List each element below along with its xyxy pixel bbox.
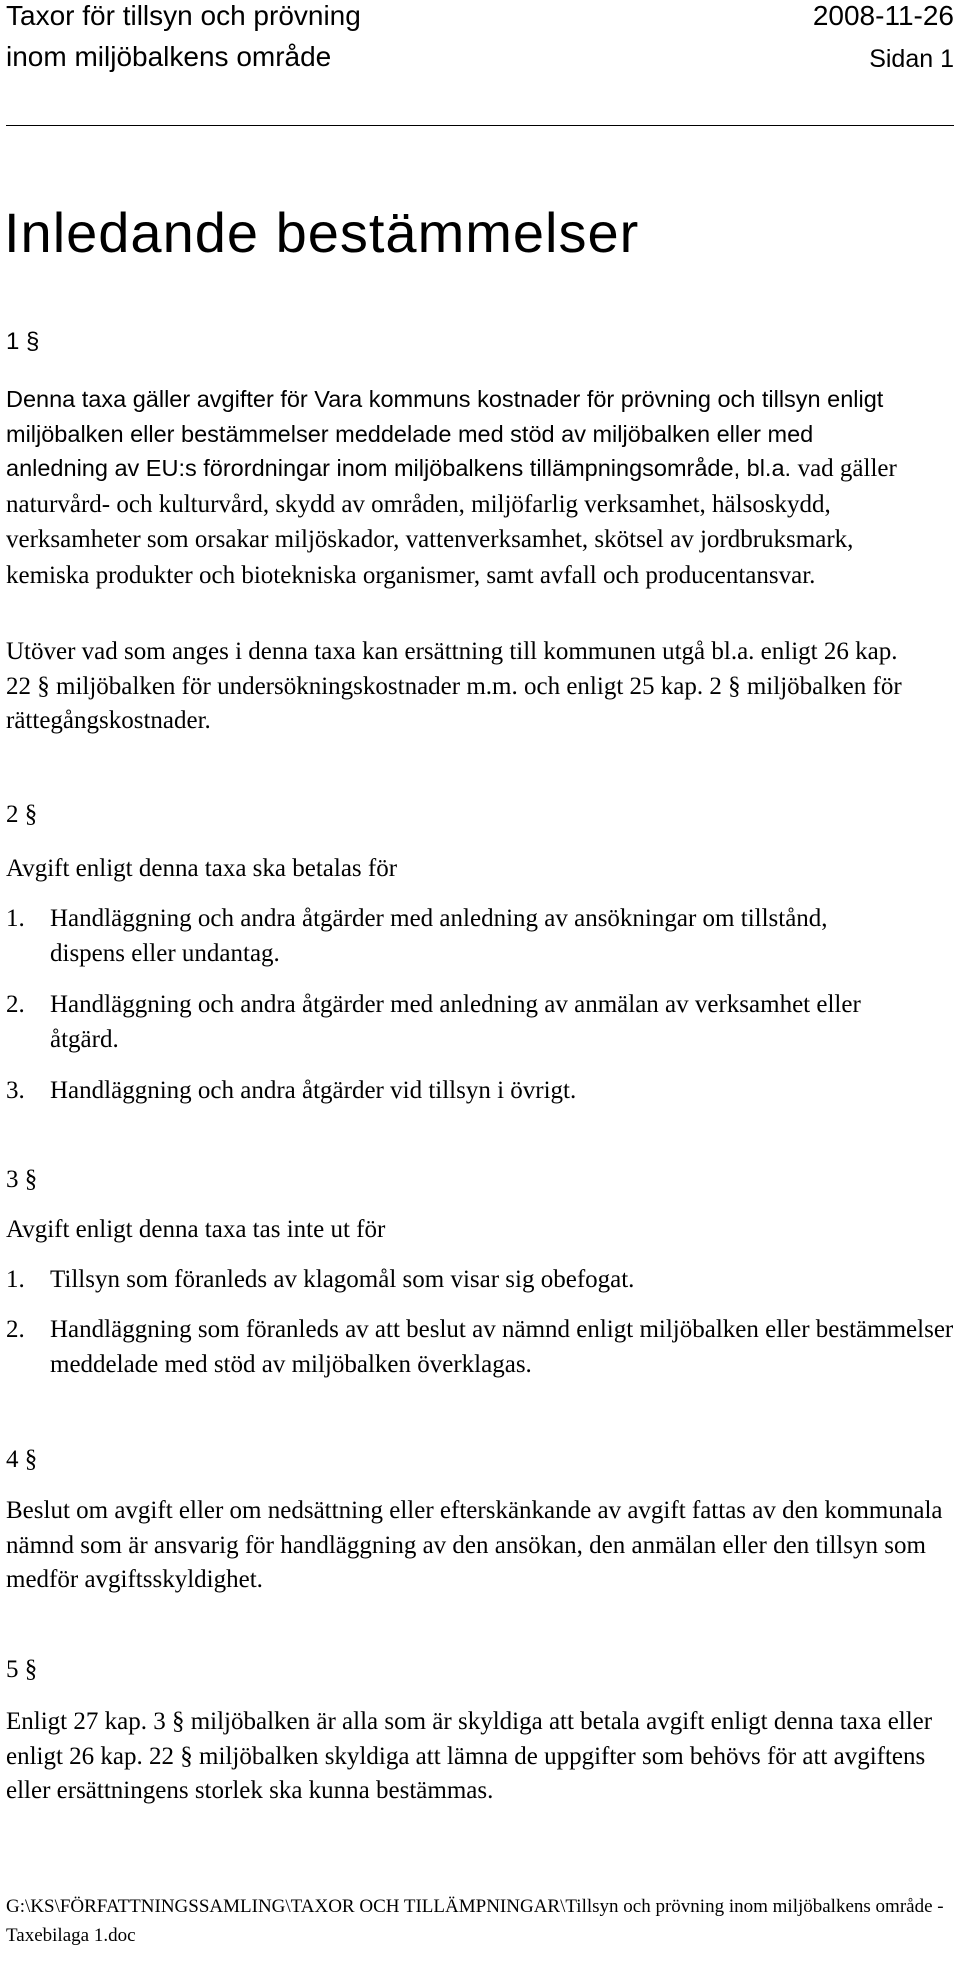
section-4-label: 4 § — [6, 1446, 38, 1473]
section-5-text: Enligt 27 kap. 3 § miljöbalken är alla som är skyldiga att betala avgift enligt denna taxa eller enligt 26 kap. 22 § miljöbalken skyldiga att lämna de uppgifter som behövs för att avgiftens eller ersättningens storlek ska kunna bestämmas. — [6, 1708, 933, 1804]
list-item-number: 2. — [6, 1316, 25, 1343]
list-item-number: 1. — [6, 1266, 25, 1293]
section-1-label: 1 § — [6, 328, 40, 355]
section-3-label: 3 § — [6, 1166, 38, 1193]
section-1-paragraph-1-serif: vad gäller naturvård- och kulturvård, skydd av områden, miljöfarlig verksamhet, hälsoskydd, verksamheter som orsakar miljöskador, vattenverksamhet, skötsel av jordbruksmark, kemiska produkter och biotekniska organismer, samt avfall och producentansvar. — [6, 455, 897, 589]
document-footer-path: G:\KS\FÖRFATTNINGSSAMLING\TAXOR OCH TILLÄMPNINGAR\Tillsyn och prövning inom miljöbalkens område - Taxebilaga 1.doc — [6, 1896, 944, 1946]
section-4-text: Beslut om avgift eller om nedsättning eller efterskänkande av avgift fattas av den kommunala nämnd som är ansvarig för handläggning av den ansökan, den anmälan eller den tillsyn som medför avgiftsskyldighet. — [6, 1497, 943, 1593]
section-1-paragraph-1-sans: Denna taxa gäller avgifter för Vara kommuns kostnader för prövning och tillsyn enligt miljöbalken eller bestämmelser meddelade med stöd av miljöbalken eller med anledning av EU:s förordningar inom miljöbalkens tillämpningsområde, bl.a. — [6, 386, 884, 481]
list-item — [6, 988, 866, 1057]
section-2-intro: Avgift enligt denna taxa ska betalas för — [6, 855, 398, 882]
section-2-label: 2 § — [6, 801, 38, 828]
list-item-number: 2. — [6, 991, 25, 1018]
list-item-text: Handläggning och andra åtgärder med anledning av anmälan av verksamhet eller åtgärd. — [50, 991, 861, 1053]
list-item-number: 3. — [6, 1077, 25, 1104]
list-item — [6, 1263, 956, 1298]
page-title: Inledande bestämmelser — [4, 201, 640, 264]
list-item-text: Handläggning och andra åtgärder med anledning av ansökningar om tillstånd, dispens eller undantag. — [50, 905, 828, 967]
list-item-text: Handläggning och andra åtgärder vid tillsyn i övrigt. — [50, 1077, 577, 1104]
section-5-label: 5 § — [6, 1656, 38, 1683]
header-divider — [6, 125, 954, 126]
list-item-text: Handläggning som föranleds av att beslut av nämnd enligt miljöbalken eller bestämmelser meddelade med stöd av miljöbalken överklagas. — [50, 1316, 954, 1378]
header-title-line-2: inom miljöbalkens område — [6, 41, 332, 72]
section-3-intro: Avgift enligt denna taxa tas inte ut för — [6, 1216, 386, 1243]
list-item — [6, 1313, 956, 1382]
header-page-number: Sidan 1 — [869, 45, 954, 73]
list-item — [6, 902, 866, 971]
section-1-paragraph-1 — [6, 382, 906, 593]
list-item — [6, 1074, 956, 1109]
list-item-text: Tillsyn som föranleds av klagomål som visar sig obefogat. — [50, 1266, 635, 1293]
list-item-number: 1. — [6, 905, 25, 932]
section-1-paragraph-2: Utöver vad som anges i denna taxa kan ersättning till kommunen utgå bl.a. enligt 26 kap. 22 § miljöbalken för undersökningskostnader m.m. och enligt 25 kap. 2 § miljöbalken för rättegångskostnader. — [6, 638, 902, 734]
header-date: 2008-11-26 — [812, 0, 954, 31]
header-title-line-1: Taxor för tillsyn och prövning — [6, 0, 361, 31]
